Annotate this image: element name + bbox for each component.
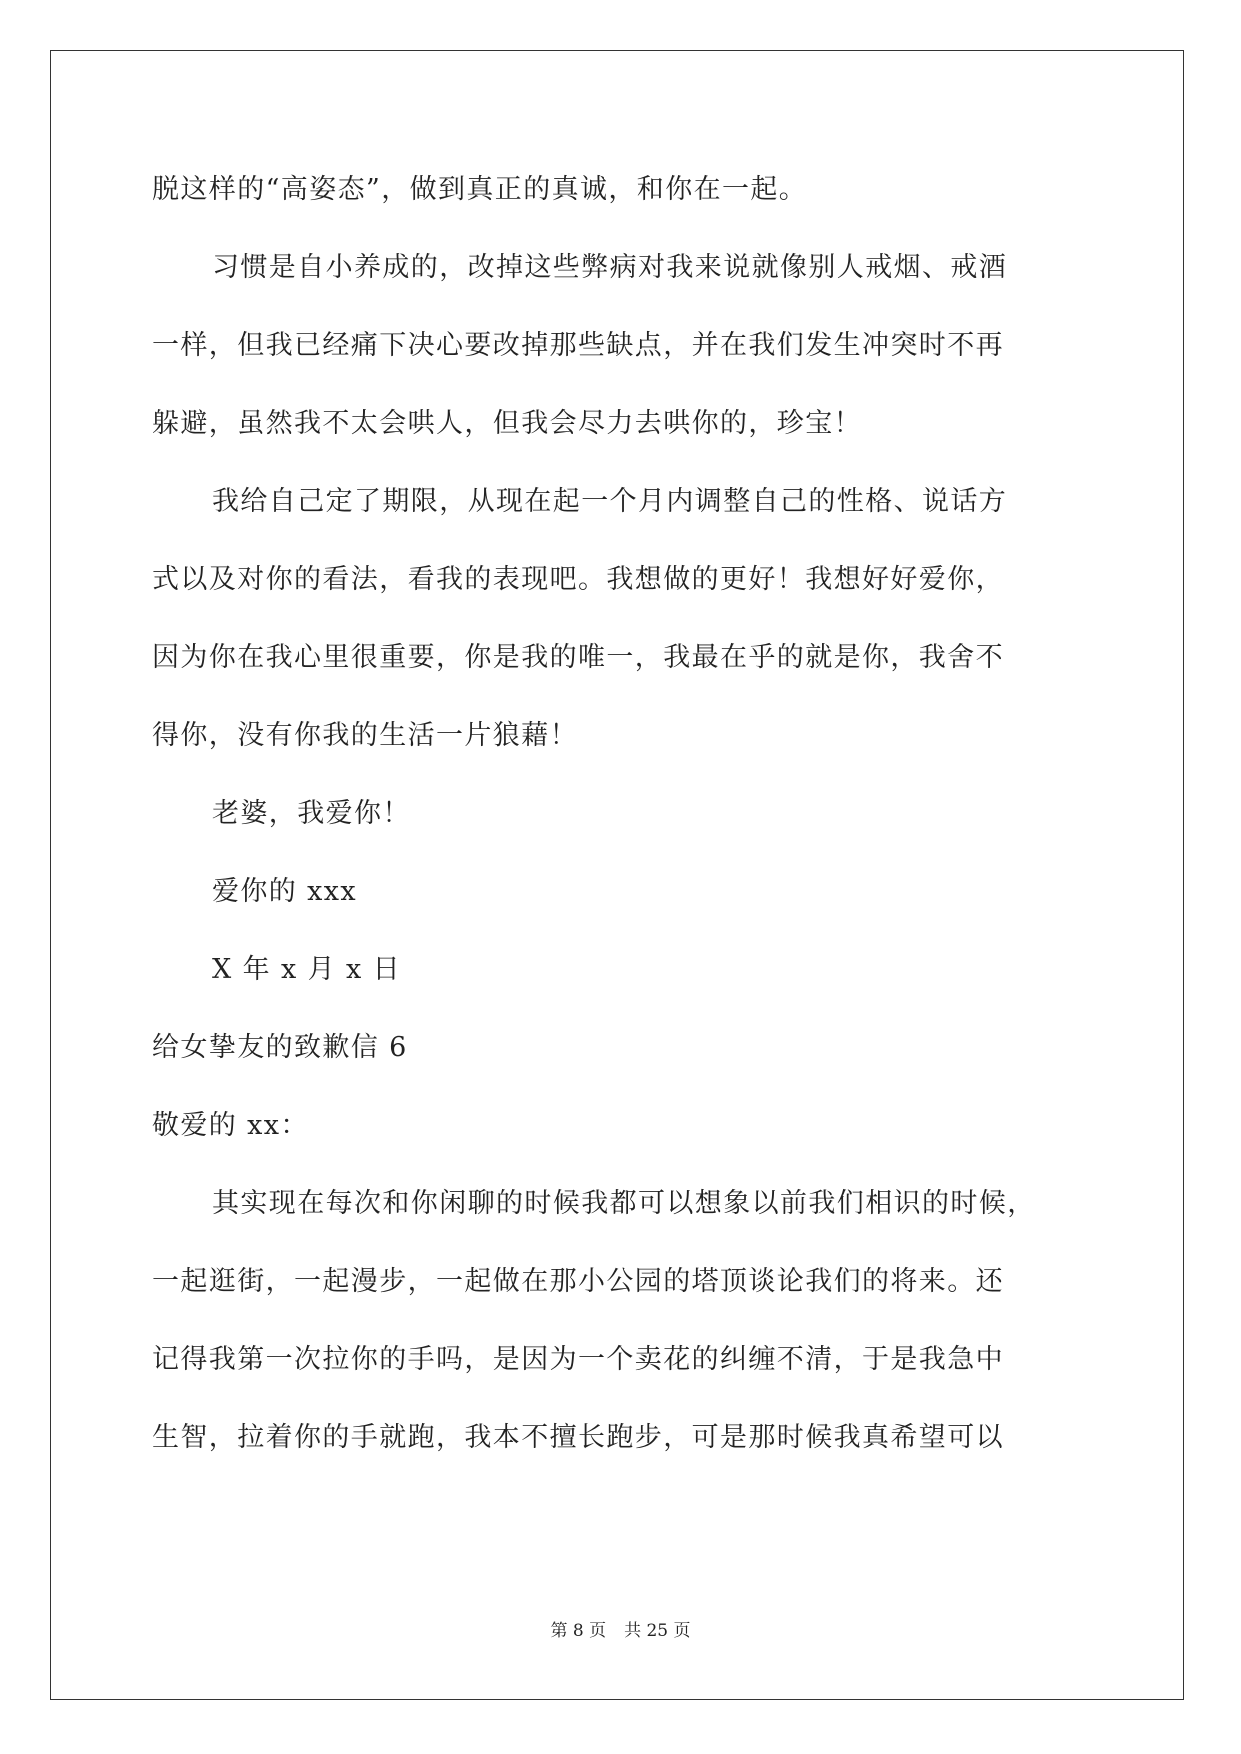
page-footer (0, 1616, 1241, 1641)
text-line: 一起逛街，一起漫步，一起做在那小公园的塔顶谈论我们的将来。还 (152, 1266, 1004, 1297)
text-line: 因为你在我心里很重要，你是我的唯一，我最在乎的就是你，我舍不 (152, 642, 1004, 673)
text-line: 躲避，虽然我不太会哄人，但我会尽力去哄你的，珍宝！ (152, 408, 862, 439)
closing-line: 老婆，我爱你！ (212, 798, 411, 829)
paragraph-first-line: 习惯是自小养成的，改掉这些弊病对我来说就像别人戒烟、戒酒 (212, 252, 1008, 283)
paragraph-first-line: 其实现在每次和你闲聊的时候我都可以想象以前我们相识的时候， (212, 1188, 1036, 1219)
page-number: 第 8 页 (550, 1621, 607, 1641)
text-line: 式以及对你的看法，看我的表现吧。我想做的更好！我想好好爱你， (152, 564, 1004, 595)
signature: 爱你的 xxx (212, 876, 358, 907)
text-line: 脱这样的“高姿态”，做到真正的真诚，和你在一起。 (152, 174, 808, 205)
text-line: 生智，拉着你的手就跑，我本不擅长跑步，可是那时候我真希望可以 (152, 1422, 1004, 1453)
section-title: 给女挚友的致歉信 6 (152, 1032, 408, 1063)
text-line: 记得我第一次拉你的手吗，是因为一个卖花的纠缠不清，于是我急中 (152, 1344, 1004, 1375)
salutation: 敬爱的 xx： (152, 1110, 309, 1141)
text-line: 得你，没有你我的生活一片狼藉！ (152, 720, 578, 751)
text-line: 一样，但我已经痛下决心要改掉那些缺点，并在我们发生冲突时不再 (152, 330, 1004, 361)
date-line: X 年 x 月 x 日 (212, 954, 401, 985)
page-total: 共 25 页 (624, 1621, 691, 1641)
paragraph-first-line: 我给自己定了期限，从现在起一个月内调整自己的性格、说话方 (212, 486, 1008, 517)
